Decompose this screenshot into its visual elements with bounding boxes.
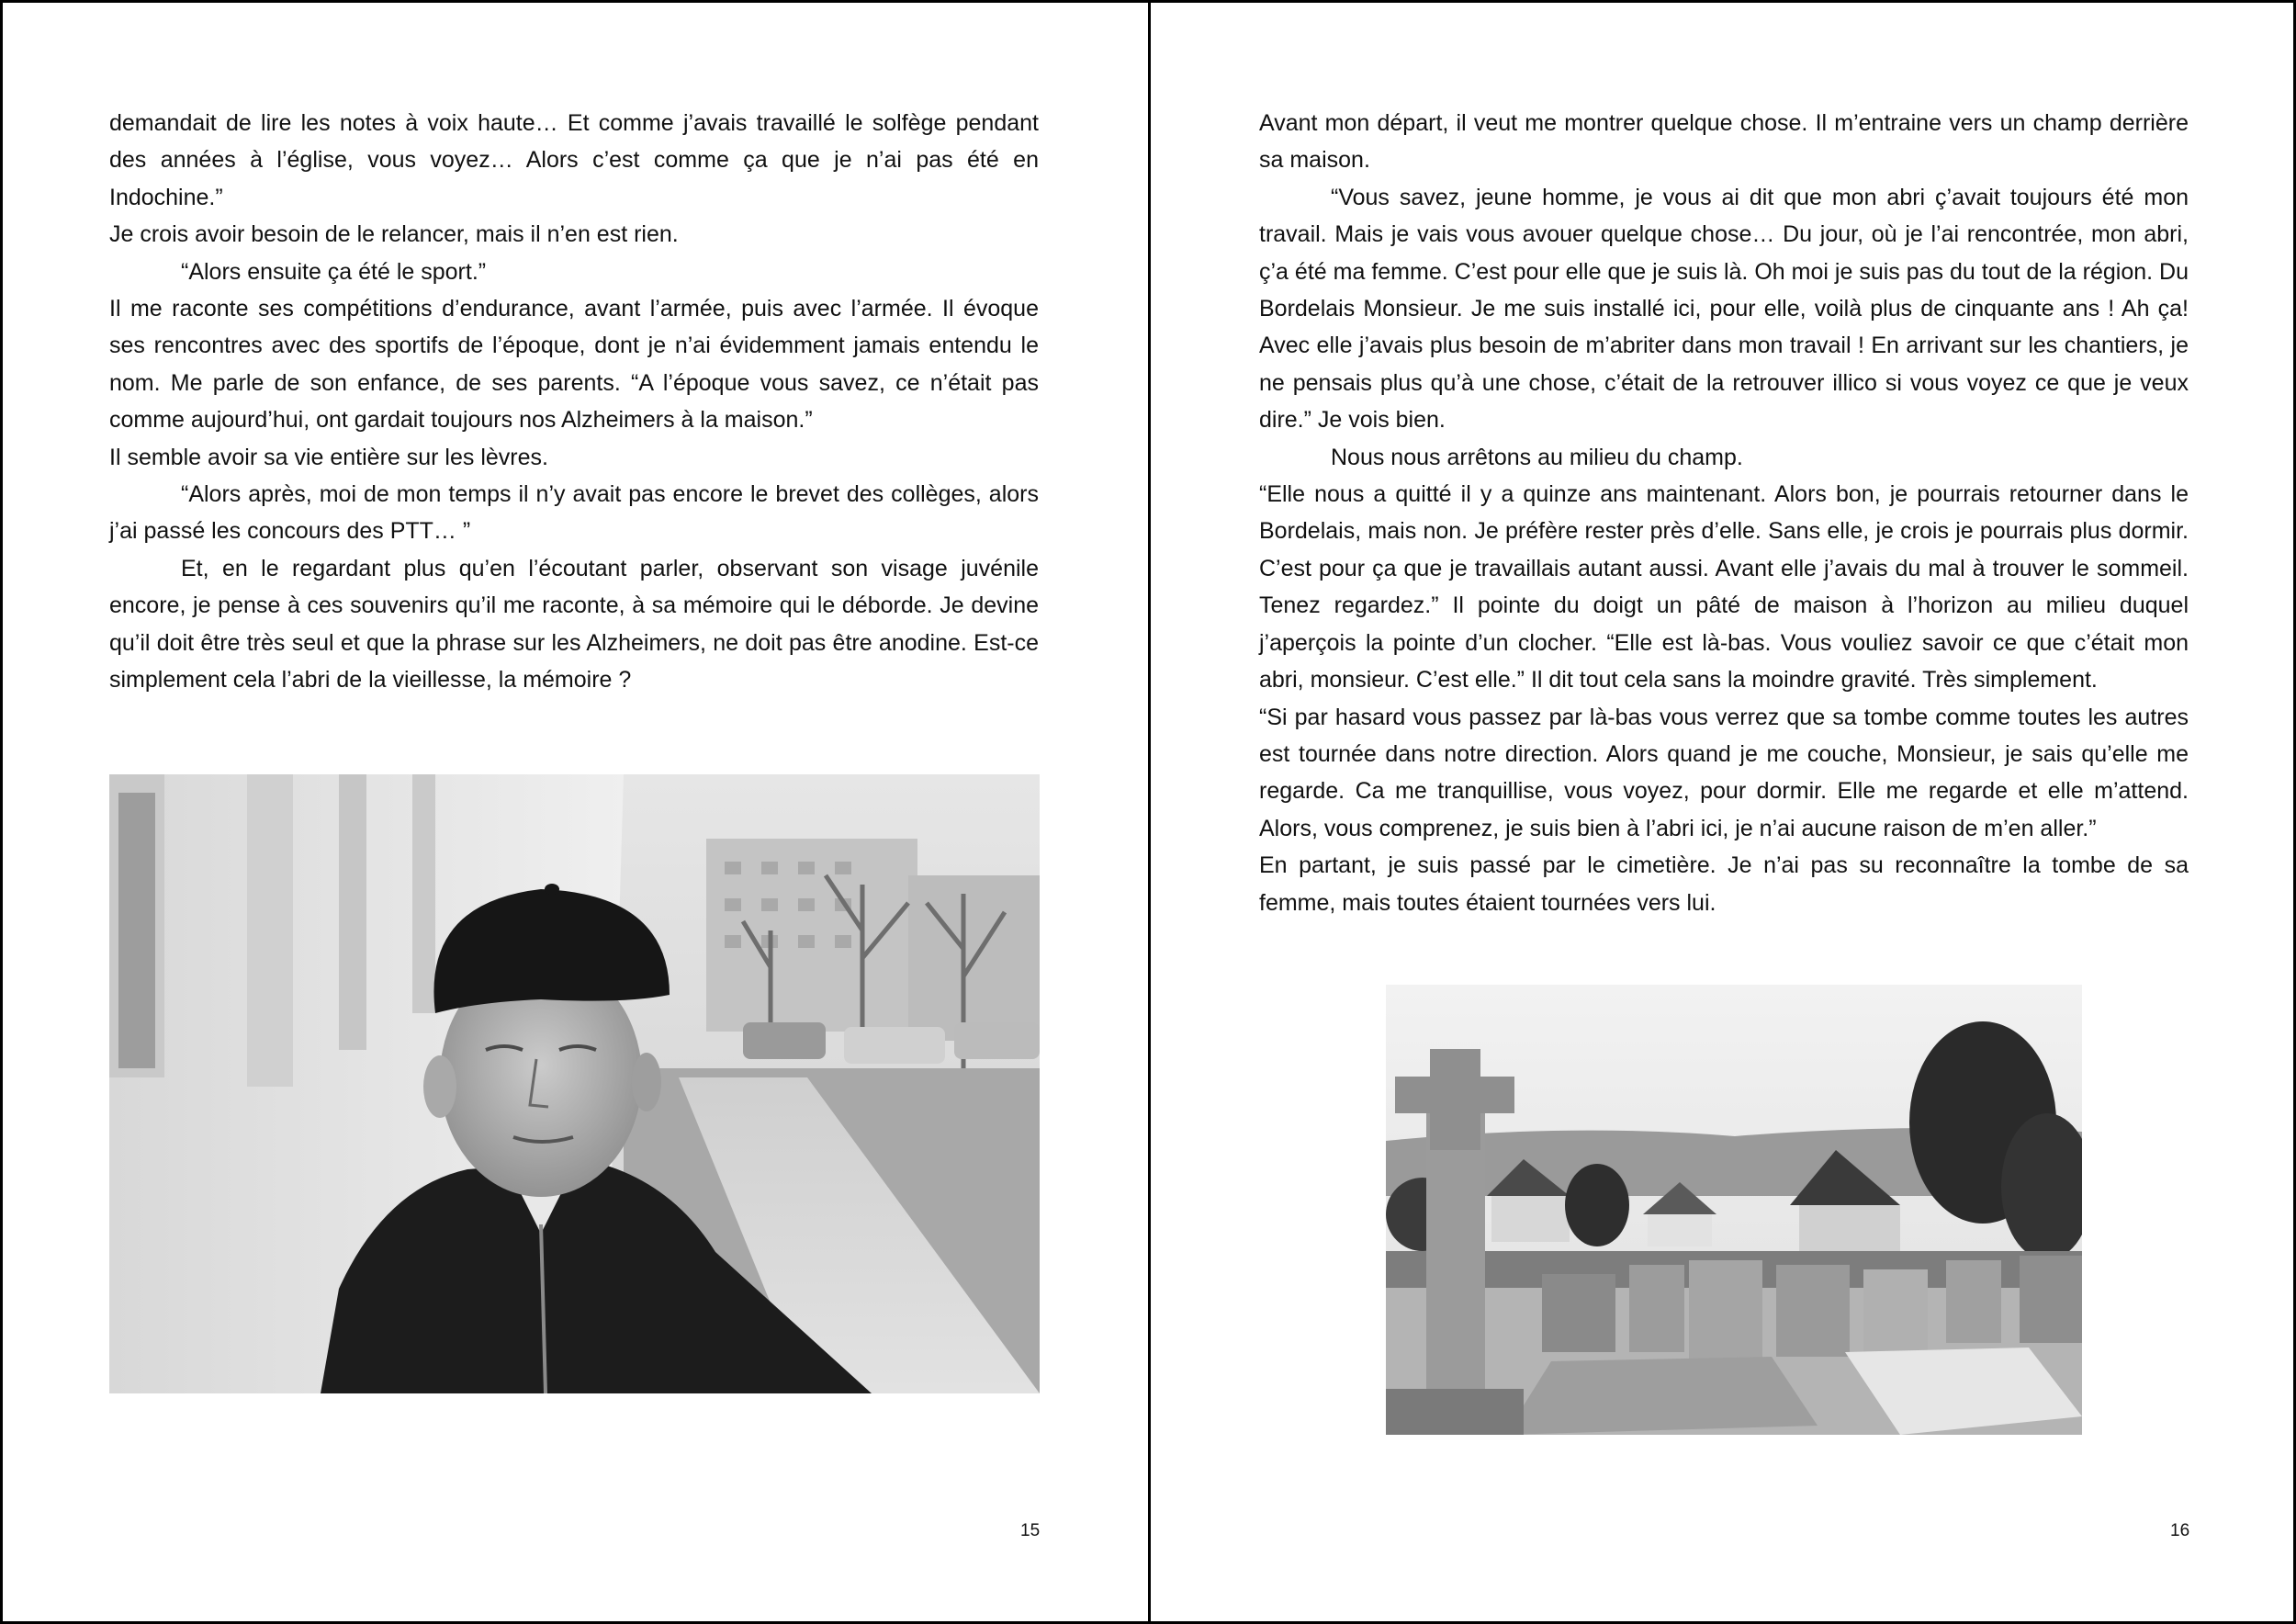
paragraph: Nous nous arrêtons au milieu du champ. (1331, 444, 1743, 470)
cemetery-photo-image (1386, 985, 2082, 1435)
paragraph: Avant mon départ, il veut me montrer quelque chose. Il m’entraine vers un champ derrière sa maison. (1259, 110, 2189, 174)
page-16-text (1259, 105, 2189, 921)
page-15-text (109, 105, 1039, 699)
page-number: 16 (2170, 1521, 2190, 1540)
cemetery-photo (1386, 985, 2082, 1435)
portrait-photo (109, 774, 1040, 1393)
paragraph: demandait de lire les notes à voix haute… Et comme j’avais travaillé le solfège pendant des années à l’église, vous voyez… Alors c’est comme ça que je n’ai pas été en Indochine.” (109, 110, 1039, 210)
paragraph: En partant, je suis passé par le cimetière. Je n’ai pas su reconnaître la tombe de sa femme, mais toutes étaient tournées vers lui. (1259, 852, 2189, 916)
paragraph: “Elle nous a quitté il y a quinze ans maintenant. Alors bon, je pourrais retourner dans le Bordelais, mais non. Je préfère rester près d’elle. Sans elle, je crois je pourrais plus dormir. C’est pour ça que je travaillais autant aussi. Avant elle j’avais du mal à trouver le sommeil. Tenez regardez.” Il pointe du doigt un pâté de maison à l’horizon au milieu duquel j’aperçois la pointe d’un clocher. “Elle est là-bas. Vous vouliez savoir ce que c’était mon abri, monsieur. C’est elle.” Il dit tout cela sans la moindre gravité. Très simplement. (1259, 481, 2189, 694)
paragraph: Et, en le regardant plus qu’en l’écoutant parler, observant son visage juvénile encore, je pense à ces souvenirs qu’il me raconte, à sa mémoire qui le déborde. Je devine qu’il doit être très seul et que la phrase sur les Alzheimers, ne doit pas être anodine. Est-ce simplement cela l’abri de la vieillesse, la mémoire ? (109, 555, 1039, 694)
paragraph: Je crois avoir besoin de le relancer, mais il n’en est rien. (109, 221, 679, 248)
paragraph: “Alors ensuite ça été le sport.” (181, 258, 487, 285)
paragraph: “Si par hasard vous passez par là-bas vous verrez que sa tombe comme toutes les autres est tournée dans notre direction. Alors quand je me couche, Monsieur, je sais qu’elle me regarde. Ca me tranquillise, vous voyez, pour dormir. Elle me regarde et elle m’attend. Alors, vous comprenez, je suis bien à l’abri ici, je n’ai aucune raison de m’en aller.” (1259, 704, 2189, 841)
paragraph: “Alors après, moi de mon temps il n’y avait pas encore le brevet des collèges, alors j’ai passé les concours des PTT… ” (109, 481, 1039, 545)
paragraph: Il semble avoir sa vie entière sur les lèvres. (109, 444, 548, 470)
page-16 (1151, 0, 2296, 1624)
paragraph: “Vous savez, jeune homme, je vous ai dit que mon abri ç’avait toujours été mon travail. Mais je vais vous avouer quelque chose… Du jour, où je l’ai rencontrée, mon abri, ç’a été ma femme. C’est pour elle que je suis là. Oh moi je suis pas du tout de la région. Du Bordelais Monsieur. Je me suis installé ici, pour elle, voilà plus de cinquante ans ! Ah ça! Avec elle j’avais plus besoin de m’abriter dans mon travail ! En arrivant sur les chantiers, je ne pensais plus qu’à une chose, c’était de la retrouver illico si vous voyez ce que je veux dire.” Je vois bien. (1259, 184, 2189, 434)
portrait-photo-image (109, 774, 1040, 1393)
paragraph: Il me raconte ses compétitions d’endurance, avant l’armée, puis avec l’armée. Il évoque ses rencontres avec des sportifs de l’époque, dont je n’ai évidemment jamais entendu le nom. Me parle de son enfance, de ses parents. “A l’époque vous savez, ce n’était pas comme aujourd’hui, ont gardait toujours nos Alzheimers à la maison.” (109, 296, 1039, 434)
page-number: 15 (1020, 1521, 1041, 1540)
